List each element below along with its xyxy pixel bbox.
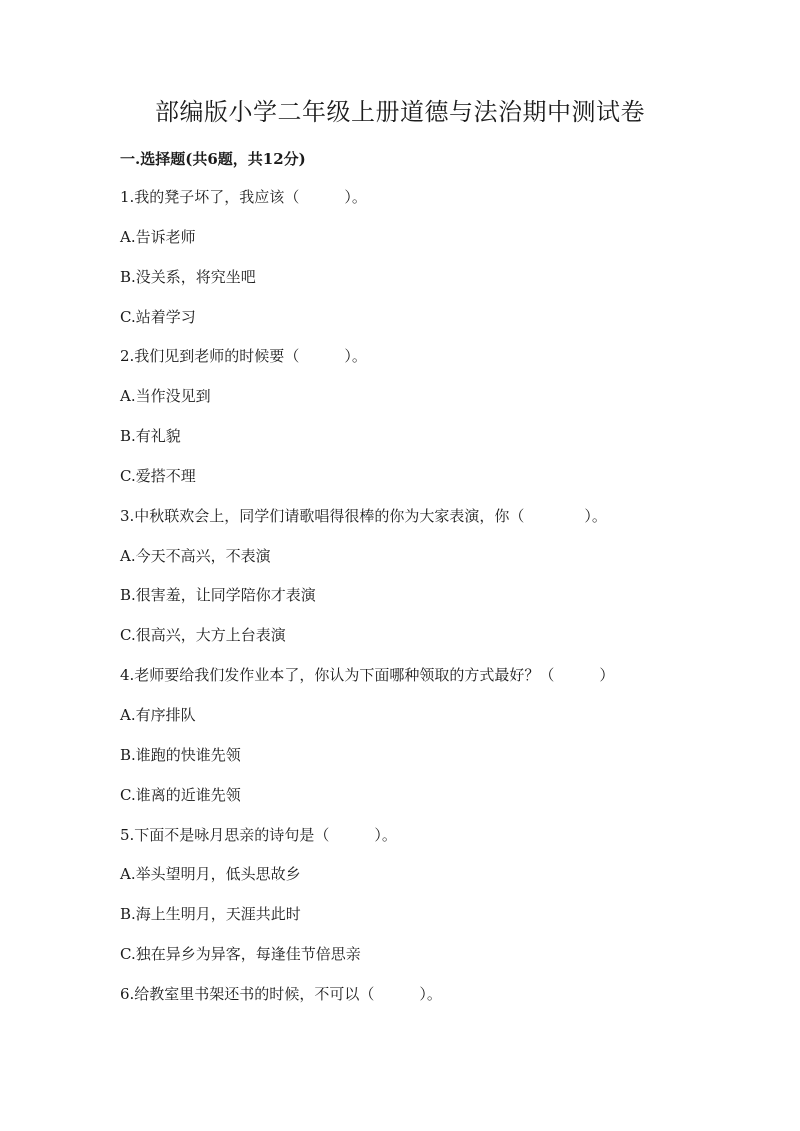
question-1-option-a: A.告诉老师 (120, 227, 196, 246)
section-heading: 一.选择题(共6题，共12分) (120, 150, 306, 168)
question-5: 5.下面不是咏月思亲的诗句是（ ）。 (120, 825, 397, 844)
question-5-option-c: C.独在异乡为异客，每逢佳节倍思亲 (120, 945, 361, 964)
question-3-option-b: B.很害羞，让同学陪你才表演 (120, 586, 316, 605)
question-5-option-a: A.举头望明月，低头思故乡 (120, 865, 301, 884)
question-2: 2.我们见到老师的时候要（ ）。 (120, 347, 367, 366)
question-2-option-c: C.爱搭不理 (120, 466, 196, 485)
question-1: 1.我的凳子坏了，我应该（ ）。 (120, 188, 367, 206)
question-2-option-a: A.当作没见到 (120, 387, 211, 406)
page-title: 部编版小学二年级上册道德与法治期中测试卷 (155, 98, 645, 126)
question-3-option-a: A.今天不高兴，不表演 (120, 546, 271, 565)
question-list (120, 186, 700, 1023)
question-6: 6.给教室里书架还书的时候，不可以（ ）。 (120, 984, 442, 1003)
question-4-option-c: C.谁离的近谁先领 (120, 785, 241, 804)
question-4-option-a: A.有序排队 (120, 705, 196, 724)
question-3: 3.中秋联欢会上，同学们请歌唱得很棒的你为大家表演，你（ ）。 (120, 506, 607, 525)
question-4: 4.老师要给我们发作业本了，你认为下面哪种领取的方式最好？（ ） (120, 666, 615, 685)
question-4-option-b: B.谁跑的快谁先领 (120, 745, 241, 764)
question-1-option-c: C.站着学习 (120, 307, 196, 326)
question-1-option-b: B.没关系，将究坐吧 (120, 267, 256, 286)
question-2-option-b: B.有礼貌 (120, 427, 181, 446)
question-3-option-c: C.很高兴，大方上台表演 (120, 626, 286, 645)
question-5-option-b: B.海上生明月，天涯共此时 (120, 905, 301, 924)
